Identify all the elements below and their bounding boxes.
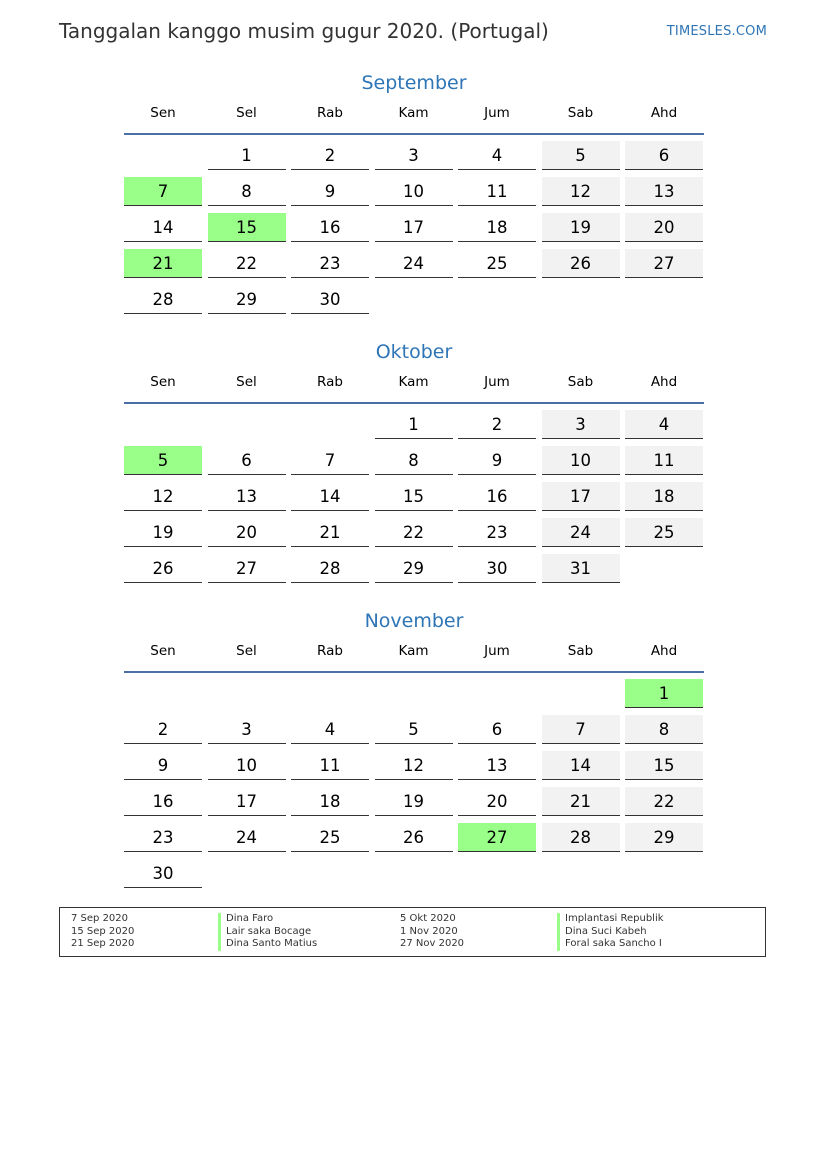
page-title: Tanggalan kanggo musim gugur 2020. (Portugal) [59, 19, 549, 43]
weekday-label: Sen [150, 643, 176, 659]
legend-date: 27 Nov 2020 [400, 938, 465, 949]
holiday-day-cell: 7 [124, 177, 202, 206]
day-cell: 22 [625, 787, 703, 816]
day-cell: 23 [291, 249, 369, 278]
day-cell: 23 [458, 518, 536, 547]
weekday-label: Rab [317, 105, 343, 121]
weekday-label: Sel [236, 643, 257, 659]
legend-holiday-name: Dina Faro [218, 913, 317, 926]
day-cell: 29 [375, 554, 453, 583]
day-cell: 7 [542, 715, 620, 744]
day-cell: 2 [291, 141, 369, 170]
day-cell: 20 [458, 787, 536, 816]
day-cell: 25 [291, 823, 369, 852]
day-cell: 12 [542, 177, 620, 206]
legend-date: 7 Sep 2020 [71, 913, 129, 924]
legend-dates-left [71, 913, 134, 951]
day-cell: 5 [375, 715, 453, 744]
day-cell: 13 [208, 482, 286, 511]
day-cell: 24 [542, 518, 620, 547]
day-cell: 4 [291, 715, 369, 744]
day-cell: 6 [208, 446, 286, 475]
day-cell: 22 [208, 249, 286, 278]
day-cell: 20 [208, 518, 286, 547]
day-cell: 18 [291, 787, 369, 816]
month-oktober [124, 339, 704, 578]
day-cell: 12 [375, 751, 453, 780]
day-cell: 23 [124, 823, 202, 852]
day-cell: 3 [375, 141, 453, 170]
day-cell: 16 [458, 482, 536, 511]
day-cell: 31 [542, 554, 620, 583]
day-cell: 10 [208, 751, 286, 780]
weekday-label: Ahd [650, 374, 678, 390]
weekday-label: Jum [484, 105, 510, 121]
legend-holiday-name: Implantasi Republik [557, 913, 664, 926]
day-cell: 29 [625, 823, 703, 852]
day-cell: 27 [208, 554, 286, 583]
legend-date: 1 Nov 2020 [400, 925, 458, 937]
day-cell: 21 [542, 787, 620, 816]
day-cell: 30 [124, 859, 202, 888]
day-cell: 30 [291, 285, 369, 314]
legend-holiday-name: Lair saka Bocage [218, 926, 317, 939]
day-cell: 11 [458, 177, 536, 206]
weekday-label: Kam [398, 105, 429, 121]
day-cell: 28 [291, 554, 369, 583]
legend-holiday-name: Dina Santo Matius [218, 938, 317, 951]
day-cell: 13 [625, 177, 703, 206]
day-cell: 28 [124, 285, 202, 314]
day-cell: 9 [458, 446, 536, 475]
day-cell: 20 [625, 213, 703, 242]
month-title: September [361, 72, 467, 94]
holiday-day-cell: 21 [124, 249, 202, 278]
day-cell: 6 [458, 715, 536, 744]
holiday-day-cell: 1 [625, 679, 703, 708]
weekday-label: Jum [484, 374, 510, 390]
weekday-label: Ahd [650, 105, 678, 121]
day-cell: 8 [208, 177, 286, 206]
day-cell: 19 [542, 213, 620, 242]
legend-date: 21 Sep 2020 [71, 938, 135, 949]
day-cell: 14 [291, 482, 369, 511]
day-cell: 10 [542, 446, 620, 475]
day-cell: 15 [625, 751, 703, 780]
day-cell: 3 [208, 715, 286, 744]
day-cell: 26 [375, 823, 453, 852]
brand-link[interactable]: TIMESLES.COM [666, 24, 767, 39]
day-cell: 17 [375, 213, 453, 242]
day-cell: 11 [291, 751, 369, 780]
day-cell: 9 [124, 751, 202, 780]
day-cell: 24 [208, 823, 286, 852]
weekday-label: Kam [398, 374, 429, 390]
day-cell: 14 [542, 751, 620, 780]
day-cell: 6 [625, 141, 703, 170]
day-cell: 26 [124, 554, 202, 583]
day-cell: 27 [625, 249, 703, 278]
weekday-label: Sab [567, 374, 594, 390]
month-title: Oktober [375, 341, 453, 363]
weekday-label: Kam [398, 643, 429, 659]
day-cell: 4 [625, 410, 703, 439]
day-cell: 17 [208, 787, 286, 816]
day-cell: 16 [124, 787, 202, 816]
day-cell: 24 [375, 249, 453, 278]
day-cell: 18 [458, 213, 536, 242]
day-cell: 14 [124, 213, 202, 242]
day-cell: 8 [625, 715, 703, 744]
holiday-legend [59, 907, 766, 957]
legend-dates-right [400, 913, 464, 951]
holiday-day-cell: 27 [458, 823, 536, 852]
day-cell: 25 [625, 518, 703, 547]
day-cell: 22 [375, 518, 453, 547]
day-cell: 19 [375, 787, 453, 816]
day-cell: 29 [208, 285, 286, 314]
legend-names-left [218, 913, 317, 951]
legend-holiday-name: Dina Suci Kabeh [557, 926, 664, 939]
legend-holiday-name: Foral saka Sancho I [557, 938, 664, 951]
day-cell: 17 [542, 482, 620, 511]
day-cell: 18 [625, 482, 703, 511]
weekday-label: Sen [150, 374, 176, 390]
day-cell: 1 [208, 141, 286, 170]
month-title: November [364, 610, 464, 632]
holiday-day-cell: 15 [208, 213, 286, 242]
weekday-label: Rab [317, 374, 343, 390]
day-cell: 30 [458, 554, 536, 583]
weekday-label: Jum [484, 643, 510, 659]
holiday-day-cell: 5 [124, 446, 202, 475]
day-cell: 19 [124, 518, 202, 547]
day-cell: 1 [375, 410, 453, 439]
day-cell: 13 [458, 751, 536, 780]
day-cell: 28 [542, 823, 620, 852]
weekday-label: Sel [236, 105, 257, 121]
day-cell: 5 [542, 141, 620, 170]
weekday-header [124, 643, 704, 673]
weekday-header [124, 374, 704, 404]
day-cell: 10 [375, 177, 453, 206]
day-cell: 26 [542, 249, 620, 278]
month-november [124, 608, 704, 883]
legend-names-right [557, 913, 664, 951]
day-cell: 21 [291, 518, 369, 547]
day-cell: 7 [291, 446, 369, 475]
day-cell: 2 [458, 410, 536, 439]
legend-date: 5 Okt 2020 [400, 913, 456, 924]
legend-date: 15 Sep 2020 [71, 925, 135, 937]
day-cell: 15 [375, 482, 453, 511]
month-september [124, 70, 704, 309]
day-cell: 12 [124, 482, 202, 511]
day-cell: 9 [291, 177, 369, 206]
day-cell: 25 [458, 249, 536, 278]
weekday-label: Rab [317, 643, 343, 659]
weekday-label: Sen [150, 105, 176, 121]
weekday-header [124, 105, 704, 135]
day-cell: 2 [124, 715, 202, 744]
weekday-label: Sab [567, 643, 594, 659]
day-cell: 4 [458, 141, 536, 170]
weekday-label: Ahd [650, 643, 678, 659]
day-cell: 16 [291, 213, 369, 242]
weekday-label: Sel [236, 374, 257, 390]
day-cell: 3 [542, 410, 620, 439]
weekday-label: Sab [567, 105, 594, 121]
day-cell: 8 [375, 446, 453, 475]
day-cell: 11 [625, 446, 703, 475]
